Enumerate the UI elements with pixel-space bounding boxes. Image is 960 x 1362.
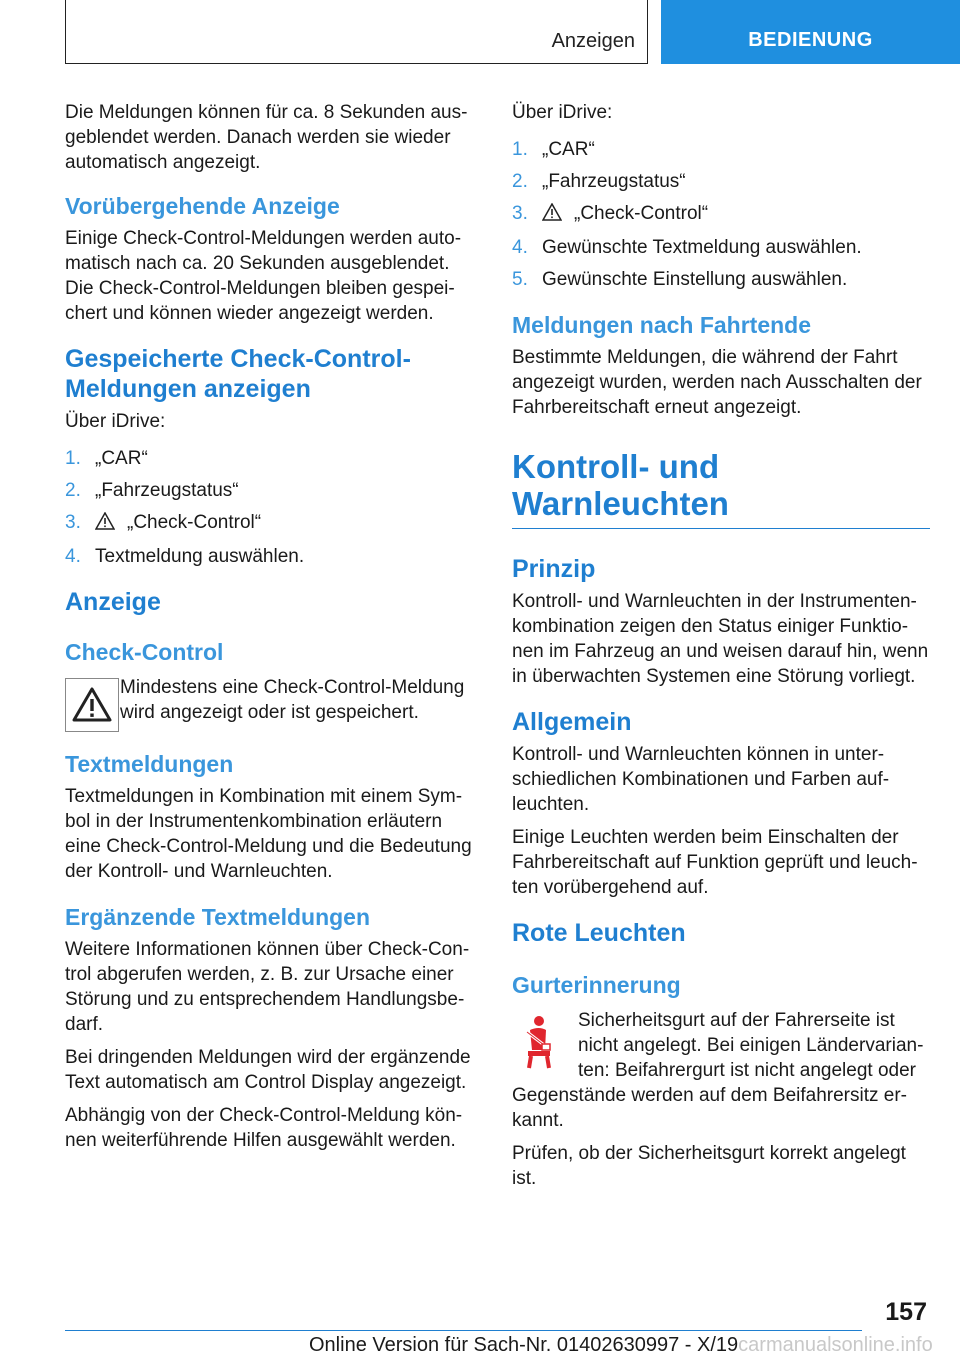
left-steps-list <box>65 446 480 569</box>
text-messages-heading: Textmeldungen <box>65 751 234 777</box>
intro-paragraph: Die Meldungen können für ca. 8 Sekunden ausgeblendet werden. Danach werden sie wieder automatisch angezeigt. <box>65 102 468 173</box>
additional-messages-text-1: Weitere Informationen können über Check-Control abgerufen werden, z. B. zur Ursache einer Störung und zu entsprechendem Handlungsbedarf. <box>65 939 470 1035</box>
check-control-warning-icon <box>65 678 119 732</box>
list-item: 3. „Check-Control“ <box>65 510 480 537</box>
list-item: 2. „Fahrzeugstatus“ <box>65 480 239 501</box>
belt-reminder-heading: Gurterinnerung <box>512 972 681 998</box>
text-messages-text: Textmeldungen in Kombination mit einem Symbol in der Instrumentenkombination erläutern eine Check-Control-Meldung und die Bedeutung der Kontroll- und Warnleuchten. <box>65 786 472 882</box>
after-drive-text: Bestimmte Meldungen, die während der Fahrt angezeigt wurden, werden nach Ausschalten der Fahrbereitschaft erneut angezeigt. <box>512 347 922 418</box>
belt-reminder-block <box>512 1008 930 1133</box>
footer-watermark: carmanualsonline.info <box>738 1334 933 1356</box>
principle-text: Kontroll- und Warnleuchten in der Instrumentenkombination zeigen den Status einiger Funktionen im Fahrzeug an und weisen darauf hin, wenn in überwachten Systemen eine Störung vorliegt. <box>512 591 929 687</box>
list-item: 1. „CAR“ <box>512 139 595 160</box>
display-heading: Anzeige <box>65 588 161 616</box>
left-column <box>65 100 480 1161</box>
page-number: 157 <box>885 1298 927 1326</box>
list-item: 4. Textmeldung auswählen. <box>65 546 305 567</box>
temporary-display-text: Einige Check-Control-Meldungen werden automatisch nach ca. 20 Sekunden ausgeblendet. Die Check-Control-Meldungen bleiben gespeichert und können wieder angezeigt werden. <box>65 228 462 324</box>
footer-divider <box>65 1330 862 1331</box>
lights-chapter-title-line1: Kontroll- und <box>512 448 720 485</box>
temporary-display-heading: Vorübergehende Anzeige <box>65 193 340 219</box>
right-column <box>512 100 930 1199</box>
list-item: 2. „Fahrzeugstatus“ <box>512 171 686 192</box>
saved-messages-heading-line1: Gespeicherte Check-Control- <box>65 345 411 373</box>
after-drive-heading: Meldungen nach Fahrtende <box>512 312 812 338</box>
header-chapter-label: BEDIENUNG <box>748 28 873 51</box>
footer-online-version: Online Version für Sach-Nr. 01402630997 - X/19carmanualsonline.info <box>309 1334 933 1356</box>
list-item: 1. „CAR“ <box>65 448 148 469</box>
check-control-text: Mindestens eine Check-Control-Meldung wird angezeigt oder ist gespeichert. <box>120 677 465 723</box>
list-item: 4. Gewünschte Textmeldung auswählen. <box>512 237 862 258</box>
header-chapter-tab <box>661 0 960 64</box>
saved-messages-heading-line2: Meldungen anzeigen <box>65 375 311 403</box>
general-text-1: Kontroll- und Warnleuchten können in unterschiedlichen Kombinationen und Farben aufleuchten. <box>512 744 890 815</box>
check-control-block <box>65 675 480 725</box>
additional-messages-heading: Ergänzende Textmeldungen <box>65 904 371 930</box>
right-steps-list <box>512 137 930 292</box>
chapter-divider <box>512 528 930 529</box>
check-control-heading: Check-Control <box>65 639 224 665</box>
via-idrive-label: Über iDrive: <box>65 411 166 432</box>
general-heading: Allgemein <box>512 708 632 736</box>
additional-messages-text-3: Abhängig von der Check-Control-Meldung können weiterführende Hilfen ausgewählt werden. <box>65 1105 463 1151</box>
lights-chapter-title-line2: Warnleuchten <box>512 485 729 522</box>
belt-reminder-text: Sicherheitsgurt auf der Fahrerseite ist nicht angelegt. Bei einigen Ländervarianten: Beifahrergurt ist nicht angelegt oder Gegenstände werden auf dem Beifahrersitz erkannt. <box>512 1010 924 1131</box>
header-section-title: Anzeigen <box>551 30 635 52</box>
red-lights-heading: Rote Leuchten <box>512 919 686 947</box>
principle-heading: Prinzip <box>512 555 596 583</box>
warning-triangle-icon <box>95 512 115 537</box>
list-item: 5. Gewünschte Einstellung auswählen. <box>512 269 848 290</box>
additional-messages-text-2: Bei dringenden Meldungen wird der ergänzende Text automatisch am Control Display angezeigt. <box>65 1047 471 1093</box>
belt-check-text: Prüfen, ob der Sicherheitsgurt korrekt angelegt ist. <box>512 1143 906 1189</box>
list-item: 3. „Check-Control“ <box>512 201 930 228</box>
via-idrive-label: Über iDrive: <box>512 102 613 123</box>
general-text-2: Einige Leuchten werden beim Einschalten der Fahrbereitschaft auf Funktion geprüft und leuchten vorübergehend auf. <box>512 827 918 898</box>
seatbelt-warning-icon <box>512 1014 568 1074</box>
warning-triangle-icon <box>542 203 562 228</box>
